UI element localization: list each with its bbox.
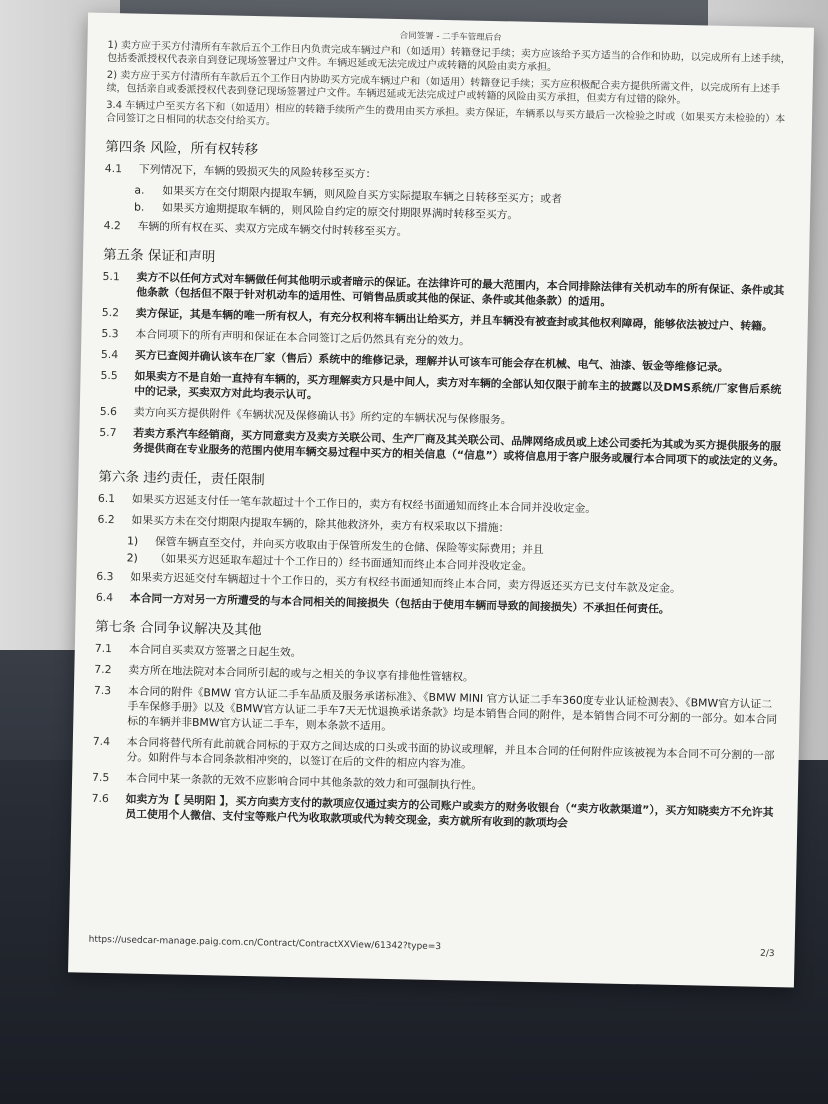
contract-section: [91, 615, 781, 835]
top-paragraph: 3.4 车辆过户至买方名下和（如适用）相应的转籍手续所产生的费用由买方承担。卖方保证，车辆系以与买方最后一次检验之时或（如果买方未检验的）本合同签订之日相同的状态交付给买方。: [105, 99, 786, 128]
contract-section: [96, 465, 785, 619]
section-title: 第四条 风险，所有权转移: [105, 138, 259, 159]
clause-number: 6.3: [96, 569, 114, 584]
clause-number: 7.2: [94, 662, 112, 677]
clause-number: 5.5: [100, 368, 118, 383]
clause-number: 7.5: [91, 770, 110, 785]
clause-number: 7.1: [94, 641, 113, 656]
clause-text: 如果买方迟延支付任一笔车款超过十个工作日的，卖方有权经书面通知而终止本合同并没收定金。: [131, 492, 597, 516]
contract-section: [99, 243, 789, 469]
contract-page: [68, 13, 814, 988]
top-paragraph: 2) 卖方应于买方付清所有车款后五个工作日内协助买方完成车辆过户和（如适用）转籍登记手续；买方应积极配合卖方提供所需文件，以完成所有上述手续，包括亲自或委派授权代表到登记现场签署过户文件。车辆迟延或无法完成过户或转籍的风险由买方承担，但卖方有过错的除外。: [106, 69, 781, 107]
clause-number: 7.6: [91, 791, 109, 806]
subclause-text: 如果买方逾期提取车辆的，则风险自约定的原交付期限界满时转移至买方。: [161, 201, 519, 222]
clause-number: 6.1: [97, 491, 116, 506]
clause-item: [93, 683, 780, 742]
clause-text: 买方已查阅并确认该车在厂家（售后）系统中的维修记录，理解并认可该车可能会存在机械、电气、油漆、钣金等维修记录。: [134, 348, 729, 374]
clause-number: 4.1: [104, 161, 123, 176]
section-title: 第六条 违约责任，责任限制: [98, 468, 265, 489]
clause-number: 5.7: [99, 425, 117, 440]
clause-number: 5.2: [101, 305, 120, 320]
page-header-title: 合同签署 - 二手车管理后台: [399, 31, 502, 44]
clause-text: 车辆的所有权在买、卖双方完成车辆交付时转移至买方。: [137, 219, 408, 239]
subclause-label: a.: [134, 183, 145, 197]
clause-text: 本合同自买卖双方签署之日起生效。: [128, 642, 302, 660]
clause-text: 若卖方系汽车经销商，买方同意卖方及卖方关联公司、生产厂商及其关联公司、品牌网络成员或上述公司委托为其或为买方提供服务的服务提供商在专业服务的范围内使用车辆交易过程中买方的相关信息（“信息”）或将信息用于客户服务或履行本合同项下的或法定的义务。: [132, 426, 785, 469]
subclause-text: 如果买方在交付期限内提取车辆，则风险自买方实际提取车辆之日转移至买方；或者: [162, 184, 562, 206]
clause-number: 6.2: [97, 512, 115, 527]
top-paragraphs: [106, 39, 794, 139]
top-paragraph: 1) 卖方应于买方付清所有车款后五个工作日内负责完成车辆过户和（如适用）转籍登记手续；卖方应该给予买方适当的合作和协助，以完成所有上述手续，包括委派授权代表亲自到登记现场签署过户文件。车辆迟延或无法完成过户或转籍的风险由卖方承担。: [107, 39, 791, 74]
clause-text: 下列情况下，车辆的毁损灭失的风险转移至买方：: [138, 162, 377, 181]
subclause-label: 2): [126, 551, 138, 565]
clause-number: 6.4: [95, 590, 114, 605]
clause-number: 5.6: [99, 404, 118, 419]
page-number: 2/3: [759, 948, 775, 960]
clause-text: 如果卖方迟延交付车辆超过十个工作日的，买方有权经书面通知而终止本合同，卖方得返还买方已支付车款及定金。: [130, 570, 681, 596]
clause-text: 本合同一方对另一方所遭受的与本合同相关的间接损失（包括由于使用车辆而导致的间接损失）不承担任何责任。: [129, 591, 670, 616]
clause-number: 5.4: [100, 347, 119, 362]
clause-text: 卖方所在地法院对本合同所引起的或与之相关的争议享有排他性管辖权。: [128, 663, 474, 684]
clause-item: [91, 791, 777, 835]
clause-text: 本合同中某一条款的无效不应影响合同中其他条款的效力和可强制执行性。: [125, 771, 483, 792]
clause-number: 5.3: [101, 326, 119, 341]
clause-text: 本合同项下的所有声明和保证在本合同签订之后仍然具有充分的效力。: [135, 327, 471, 348]
clause-text: 如卖方为【 吴明阳 】，买方向卖方支付的款项应仅通过卖方的公司账户或卖方的财务收银台（“卖方收款渠道”），买方知晓卖方不允许其员工使用个人微信、支付宝等账户代为收取款项或代为转交现金，卖方就所有收到的款项均会: [125, 792, 774, 830]
clause-text: 如果买方未在交付期限内提取车辆的，除其他救济外，卖方有权采取以下措施：: [131, 513, 510, 535]
clause-text: 本合同的附件《BMW 官方认证二手车品质及服务承诺标准》、《BMW MINI 官方认证二手车360度专业认证检测表》、《BMW官方认证二手车保修手册》以及《BMW官方认证二手车7天无忧退换承诺条款》均是本销售合同的附件，是本销售合同不可分割的一部分。如本合同标的车辆并非BMW官方认证二手车，则本条款不适用。: [127, 684, 778, 734]
clause-text: 如果卖方不是自始一直持有车辆的，买方理解卖方只是中间人，卖方对车辆的全部认知仅限于前车主的披露以及DMS系统/厂家售后系统中的记录，买卖双方对此均表示认可。: [134, 369, 782, 402]
clause-number: 7.3: [93, 683, 112, 698]
contract-section: [104, 135, 792, 247]
footer-url: https://usedcar-manage.paig.com.cn/Contract/ContractXXView/61342?type=3: [88, 934, 442, 953]
clause-number: 4.2: [103, 218, 121, 233]
subclause-label: 1): [126, 534, 139, 548]
subclause-text: （如果买方迟延取车超过十个工作日的）经书面通知而终止本合同并没收定金。: [154, 552, 533, 573]
clause-item: [99, 425, 785, 469]
contract-sections: [91, 135, 791, 835]
section-title: 第七条 合同争议解决及其他: [95, 618, 262, 639]
clause-text: 卖方不以任何方式对车辆做任何其他明示或者暗示的保证。在法律许可的最大范围内，本合同排除法律有关机动车的所有保证、条件或其他条款（包括但不限于针对机动车的适用性、可销售品质或其他的保证、条件或其他条款）的适用。: [136, 270, 785, 309]
clause-number: 5.1: [102, 269, 120, 284]
clause-text: 卖方保证，其是车辆的唯一所有权人，有充分权利将车辆出让给买方，并且车辆没有被查封或其他权利障碍，能够依法被过户、转籍。: [135, 306, 773, 333]
clause-text: 卖方向买方提供附件《车辆状况及保修确认书》所约定的车辆状况与保修服务。: [133, 405, 512, 427]
clause-text: 本合同将替代所有此前就合同标的于双方之间达成的口头或书面的协议或理解，并且本合同的任何附件应该被视为本合同不可分割的一部分。如附件与本合同条款相冲突的，以签订在后的文件的相应内容为准。: [126, 735, 775, 771]
subclause-text: 保管车辆直至交付，并向买方收取由于保管所发生的仓储、保险等实际费用；并且: [154, 535, 544, 557]
subclause-label: b.: [133, 200, 145, 214]
section-title: 第五条 保证和声明: [102, 246, 216, 266]
contract-content: [88, 23, 794, 977]
clause-number: 7.4: [92, 734, 111, 749]
